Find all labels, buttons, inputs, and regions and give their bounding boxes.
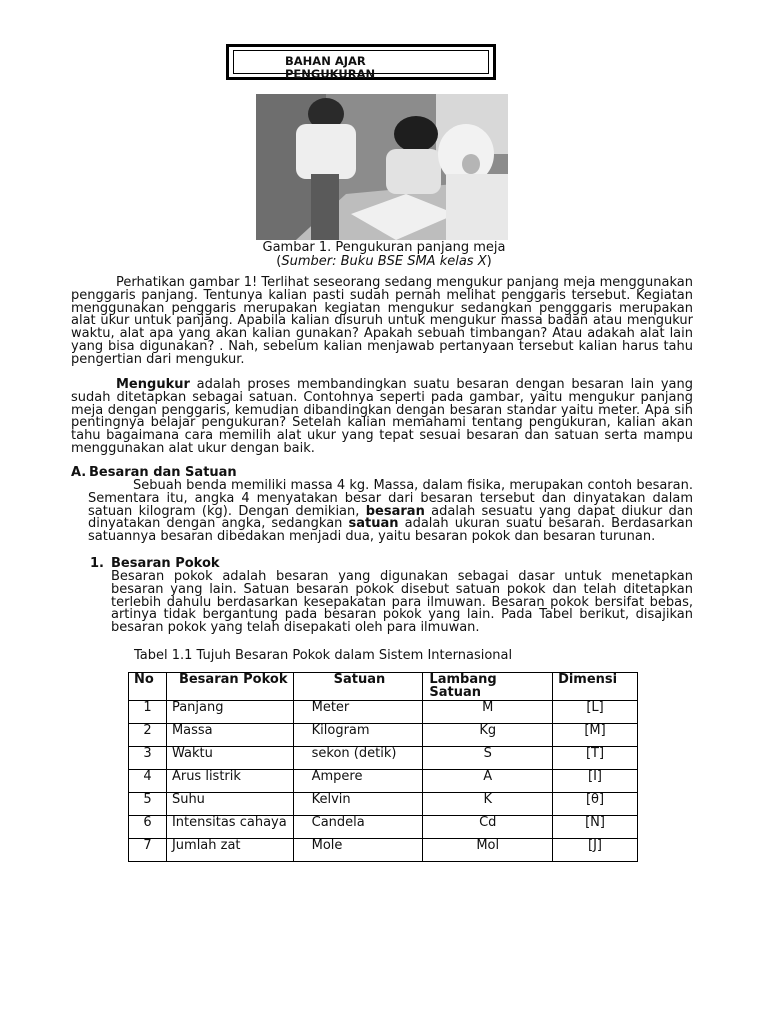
header-besaran-pokok: Besaran Pokok xyxy=(166,673,293,701)
table-row xyxy=(129,770,638,793)
subsection-1-paragraph: Besaran pokok adalah besaran yang digunakan sebagai dasar untuk menetapkan besaran yang lain. Satuan besaran pokok disebut satuan pokok dan telah ditetapkan terlebih dahulu berdasarkan kesepakatan para ilmuwan. Besaran pokok bersifat bebas, artinya tidak bergantung pada besaran pokok yang lain. Pada Tabel berikut, disajikan besaran pokok yang telah disepakati oleh para ilmuwan. xyxy=(111,569,693,636)
table-row xyxy=(129,724,638,747)
source-open-paren: ( xyxy=(276,254,282,269)
table-header-row xyxy=(129,673,638,701)
section-a-paragraph xyxy=(88,480,693,544)
table-row xyxy=(129,701,638,724)
intro-paragraph: Perhatikan gambar 1! Terlihat seseorang sedang mengukur panjang meja menggunakan penggaris panjang. Tentunya kalian pasti sudah pernah melihat penggaris tersebut. Kegiatan menggunakan penggaris merupakan kegiatan mengukur sedangkan pengggaris merupakan alat ukur untuk panjang. Apabila kalian disuruh untuk mengukur massa badan atau mengukur waktu, alat apa yang akan kalian gunakan? Apakah sebuah timbangan? Atau adakah alat lain yang bisa digunakan? . Nah, sebelum kalian menjawab pertanyaan tersebut kalian harus tahu pengertian dari mengukur. xyxy=(71,275,693,367)
definition-term: Mengukur xyxy=(116,377,190,392)
term-satuan: satuan xyxy=(348,516,399,532)
cell-lambang: Kg xyxy=(423,724,553,747)
cell-satuan: Kelvin xyxy=(293,793,423,816)
table-row xyxy=(129,747,638,770)
cell-no: 1 xyxy=(129,701,167,724)
cell-lambang: M xyxy=(423,701,553,724)
section-a-text-2: adalah sesuatu yang dapat diukur dan dinyatakan dengan angka, sedangkan xyxy=(88,503,693,532)
cell-lambang: S xyxy=(423,747,553,770)
title-line-2: PENGUKURAN xyxy=(285,67,376,81)
measurement-photo xyxy=(256,94,508,240)
term-besaran: besaran xyxy=(365,503,425,519)
cell-besaran: Arus listrik xyxy=(166,770,293,793)
source-close-paren: ) xyxy=(486,254,492,269)
table-row xyxy=(129,839,638,862)
photo-illustration xyxy=(256,94,508,240)
cell-lambang: A xyxy=(423,770,553,793)
cell-no: 6 xyxy=(129,816,167,839)
cell-besaran: Massa xyxy=(166,724,293,747)
cell-dimensi: [J] xyxy=(553,839,638,862)
figure-caption: Gambar 1. Pengukuran panjang meja xyxy=(262,240,506,255)
cell-no: 7 xyxy=(129,839,167,862)
cell-dimensi: [T] xyxy=(553,747,638,770)
cell-satuan: Mole xyxy=(293,839,423,862)
cell-no: 3 xyxy=(129,747,167,770)
title-box xyxy=(226,44,496,80)
title-line-1: BAHAN AJAR xyxy=(285,54,366,68)
cell-no: 4 xyxy=(129,770,167,793)
cell-lambang: Cd xyxy=(423,816,553,839)
cell-besaran: Jumlah zat xyxy=(166,839,293,862)
table-row xyxy=(129,816,638,839)
table-row xyxy=(129,793,638,816)
base-quantities-table xyxy=(128,672,638,862)
definition-paragraph xyxy=(71,379,693,456)
document-title xyxy=(285,55,435,81)
cell-besaran: Intensitas cahaya xyxy=(166,816,293,839)
cell-satuan: sekon (detik) xyxy=(293,747,423,770)
cell-no: 5 xyxy=(129,793,167,816)
cell-dimensi: [I] xyxy=(553,770,638,793)
cell-besaran: Waktu xyxy=(166,747,293,770)
cell-satuan: Meter xyxy=(293,701,423,724)
section-a-text-1: Sebuah benda memiliki massa 4 kg. Massa, dalam fisika, merupakan contoh besaran. Sementara itu, angka 4 menyatakan besar dari besaran tersebut dan dinyatakan dalam satuan kilogram (kg). Dengan demikian, xyxy=(88,478,693,519)
cell-dimensi: [θ] xyxy=(553,793,638,816)
cell-satuan: Ampere xyxy=(293,770,423,793)
header-no: No xyxy=(129,673,167,701)
table-caption: Tabel 1.1 Tujuh Besaran Pokok dalam Sistem Internasional xyxy=(134,648,513,663)
cell-lambang: K xyxy=(423,793,553,816)
header-dimensi: Dimensi xyxy=(553,673,638,701)
cell-besaran: Panjang xyxy=(166,701,293,724)
cell-satuan: Candela xyxy=(293,816,423,839)
cell-besaran: Suhu xyxy=(166,793,293,816)
cell-lambang: Mol xyxy=(423,839,553,862)
cell-dimensi: [L] xyxy=(553,701,638,724)
subsection-1-marker: 1. xyxy=(90,556,104,571)
figure-source xyxy=(0,254,768,269)
subsection-1-heading: Besaran Pokok xyxy=(111,556,220,571)
cell-no: 2 xyxy=(129,724,167,747)
section-a-heading: Besaran dan Satuan xyxy=(89,465,237,480)
header-lambang-satuan: Lambang Satuan xyxy=(423,673,553,701)
header-satuan: Satuan xyxy=(293,673,423,701)
definition-text: adalah proses membandingkan suatu besaran dengan besaran lain yang sudah ditetapkan sebagai satuan. Contohnya seperti pada gambar, yaitu mengukur panjang meja dengan penggaris, kemudian dibandingkan dengan besaran standar yaitu meter. Apa sih pentingnya belajar pengukuran? Setelah kalian memahami tentang pengukuran, kalian akan tahu bagaimana cara memilih alat ukur yang tepat sesuai besaran dan satuan serta mampu menggunakan alat ukur dengan baik. xyxy=(71,377,693,456)
section-a-text-3: adalah ukuran suatu besaran. Berdasarkan satuannya besaran dibedakan menjadi dua, yaitu besaran pokok dan besaran turunan. xyxy=(88,516,693,545)
cell-dimensi: [M] xyxy=(553,724,638,747)
figure-source-text: Sumber: Buku BSE SMA kelas X xyxy=(281,254,487,269)
cell-satuan: Kilogram xyxy=(293,724,423,747)
section-a-marker: A. xyxy=(71,465,87,480)
cell-dimensi: [N] xyxy=(553,816,638,839)
